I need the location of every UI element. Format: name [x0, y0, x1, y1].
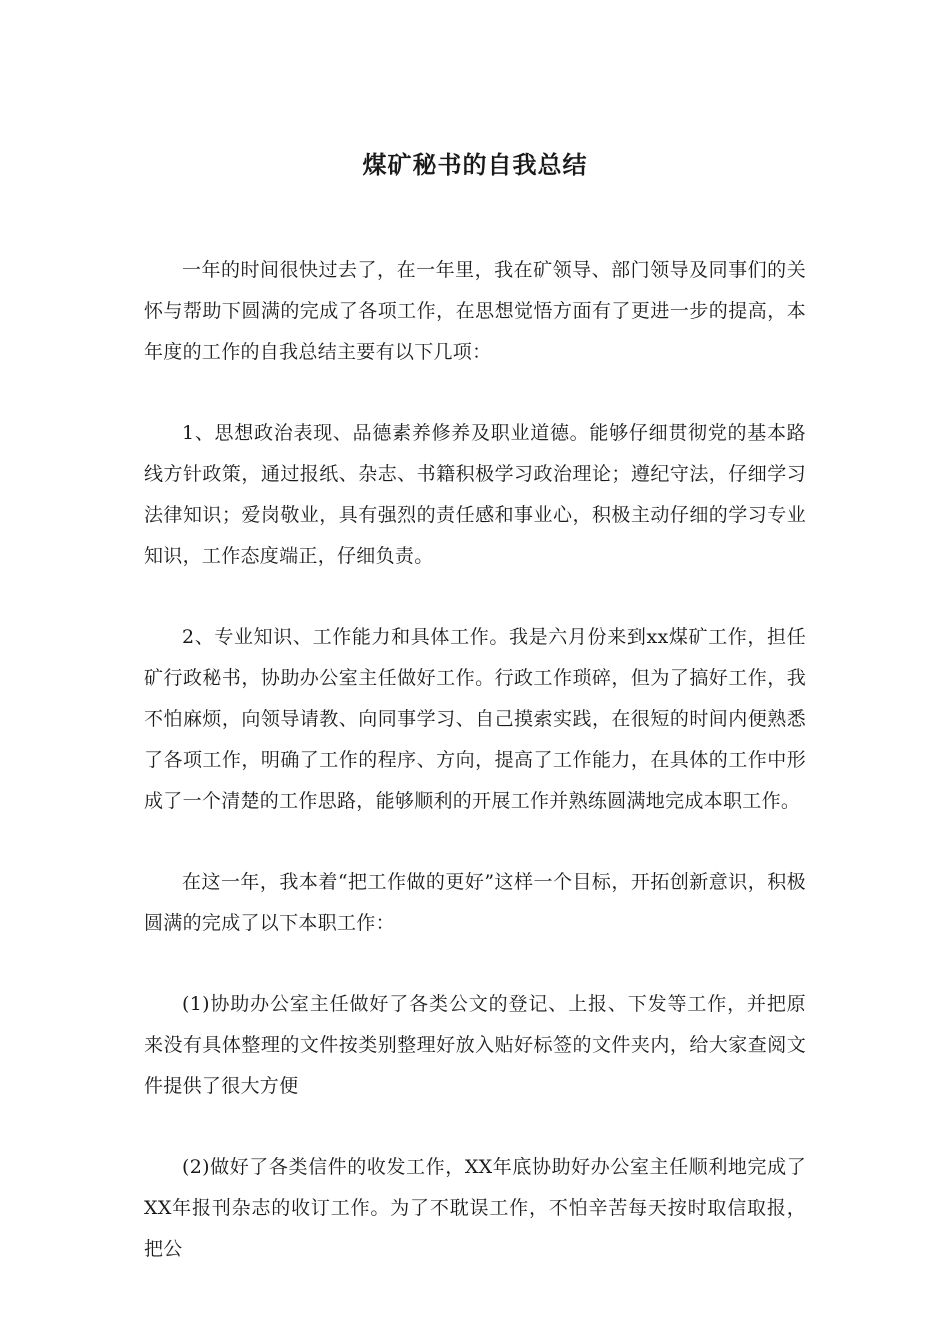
document-title: 煤矿秘书的自我总结: [362, 150, 588, 180]
document-body: [144, 250, 806, 1310]
paragraph-duty-1: (1)协助办公室主任做好了各类公文的登记、上报、下发等工作，并把原来没有具体整理的文件按类别整理好放入贴好标签的文件夹内，给大家查阅文件提供了很大方便: [144, 993, 806, 1097]
paragraph-item-1: 1、思想政治表现、品德素养修养及职业道德。能够仔细贯彻党的基本路线方针政策，通过报纸、杂志、书籍积极学习政治理论；遵纪守法，仔细学习法律知识；爱岗敬业，具有强烈的责任感和事业心，积极主动仔细的学习专业知识，工作态度端正，仔细负责。: [144, 422, 806, 567]
paragraph-duties-intro: 在这一年，我本着“把工作做的更好”这样一个目标，开拓创新意识，积极圆满的完成了以下本职工作：: [144, 871, 806, 934]
paragraph-duty-2: (2)做好了各类信件的收发工作，XX年底协助好办公室主任顺利地完成了XX年报刊杂志的收订工作。为了不耽误工作，不怕辛苦每天按时取信取报，把公: [144, 1156, 806, 1260]
paragraph-item-2: 2、专业知识、工作能力和具体工作。我是六月份来到xx煤矿工作，担任矿行政秘书，协助办公室主任做好工作。行政工作琐碎，但为了搞好工作，我不怕麻烦，向领导请教、向同事学习、自己摸索实践，在很短的时间内便熟悉了各项工作，明确了工作的程序、方向，提高了工作能力，在具体的工作中形成了一个清楚的工作思路，能够顺利的开展工作并熟练圆满地完成本职工作。: [144, 626, 806, 812]
paragraph-intro: 一年的时间很快过去了，在一年里，我在矿领导、部门领导及同事们的关怀与帮助下圆满的完成了各项工作，在思想觉悟方面有了更进一步的提高，本年度的工作的自我总结主要有以下几项：: [144, 259, 806, 363]
